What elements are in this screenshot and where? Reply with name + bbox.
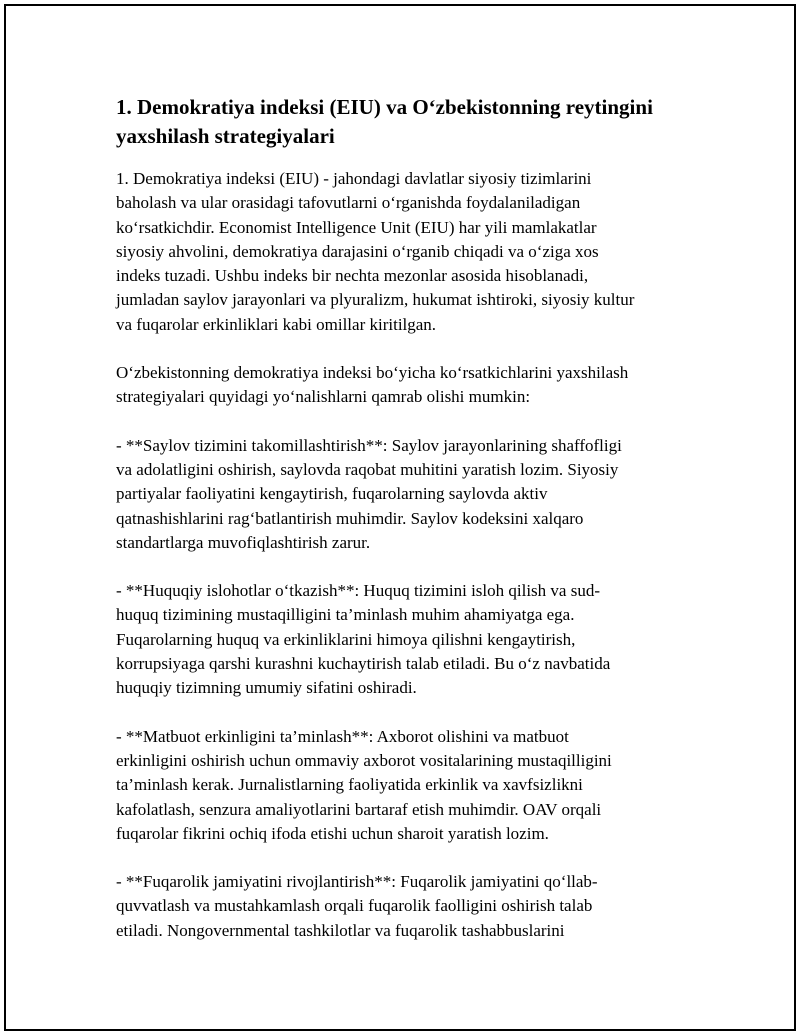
paragraph-eiu-definition: 1. Demokratiya indeksi (EIU) - jahondagi davlatlar siyosiy tizimlarini baholash va ular orasidagi tafovutlarni o‘rganishda foydalaniladigan ko‘rsatkichdir. Economist Intelligence Unit (EIU) har yili mamlakatlar siyosiy ahvolini, demokratiya darajasini o‘rganib chiqadi va o‘ziga xos indeks tuzadi. Ushbu indeks bir nechta mezonlar asosida hisoblanadi, jumladan saylov jarayonlari va plyuralizm, hukumat ishtiroki, siyosiy kultur va fuqarolar erkinliklari kabi omillar kiritilgan.: [116, 169, 635, 334]
paragraph-press-freedom: - **Matbuot erkinligini ta’minlash**: Axborot olishini va matbuot erkinligini oshirish uchun ommaviy axborot vositalarining mustaqilligini ta’minlash kerak. Jurnalistlarning faoliyatida erkinlik va xavfsizlikni kafolatlash, senzura amaliyotlarini bartaraf etish muhimdir. OAV orqali fuqarolar fikrini ochiq ifoda etishi uchun sharoit yaratish lozim.: [116, 726, 612, 843]
paragraph-strategies-intro: O‘zbekistonning demokratiya indeksi bo‘yicha ko‘rsatkichlarini yaxshilash strategiyalari quyidagi yo‘nalishlarni qamrab olishi mumkin:: [116, 363, 629, 407]
document-title: 1. Demokratiya indeksi (EIU) va O‘zbekistonning reytingini yaxshilash strategiyalari: [116, 95, 653, 148]
paragraph-electoral-system: - **Saylov tizimini takomillashtirish**: Saylov jarayonlarining shaffofligi va adolatligini oshirish, saylovda raqobat muhitini yaratish lozim. Siyosiy partiyalar faoliyatini kengaytirish, fuqarolarning saylovda aktiv qatnashishlarini rag‘batlantirish muhimdir. Saylov kodeksini xalqaro standartlarga muvofiqlashtirish zarur.: [116, 435, 622, 552]
document-body: [116, 93, 696, 967]
paragraph-legal-reforms: - **Huquqiy islohotlar o‘tkazish**: Huquq tizimini isloh qilish va sud- huquq tizimining mustaqilligini ta’minlash muhim ahamiyatga ega. Fuqarolarning huquq va erkinliklarini himoya qilishni kengaytirish, korrupsiyaga qarshi kurashni kuchaytirish talab etiladi. Bu o‘z navbatida huquqiy tizimning umumiy sifatini oshiradi.: [116, 581, 611, 698]
paragraph-civil-society: - **Fuqarolik jamiyatini rivojlantirish**: Fuqarolik jamiyatini qo‘llab- quvvatlash va mustahkamlash orqali fuqarolik faolligini oshirish talab etiladi. Nongovernmental tashkilotlar va fuqarolik tashabbuslarini: [116, 872, 598, 940]
